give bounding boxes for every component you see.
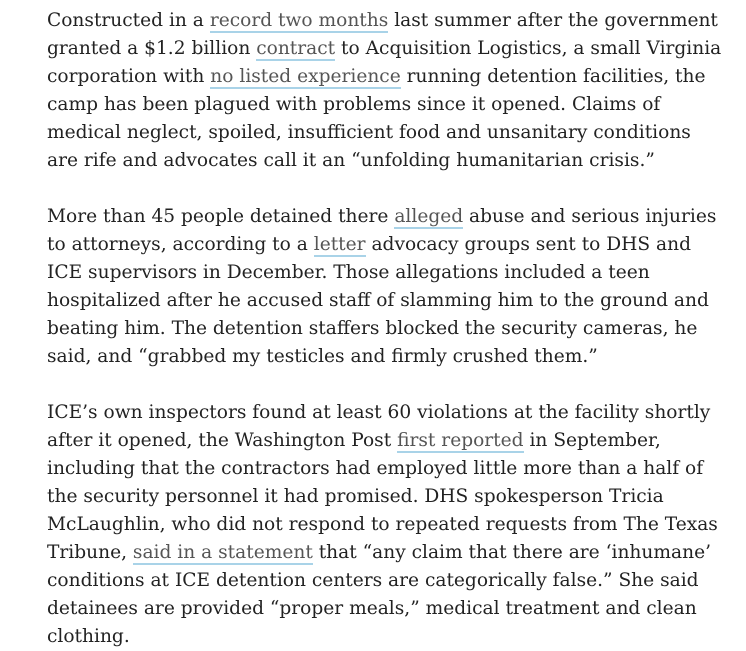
paragraph-1 [47, 7, 727, 175]
text-segment: in September, including that the contractors had employed little more than a half of the security personnel it had promised. DHS spokesperson Tricia McLaughlin, who did not respond to repeated requests from The Texas Tribune, [47, 430, 718, 563]
link-letter[interactable]: letter [313, 234, 366, 255]
text-segment: More than 45 people detained there [47, 206, 395, 227]
link-no-listed-experience[interactable]: no listed experience [210, 66, 401, 87]
text-segment: last summer after the government granted a $1.2 billion [47, 10, 718, 59]
link-said-in-a-statement[interactable]: said in a statement [132, 542, 313, 563]
article-body [47, 7, 727, 651]
text-segment: abuse and serious injuries to attorneys, according to a [47, 206, 717, 255]
text-segment: to Acquisition Logistics, a small Virginia corporation with [47, 38, 722, 87]
text-segment: ICE’s own inspectors found at least 60 violations at the facility shortly after it opened, the Washington Post [47, 402, 711, 451]
paragraph-2 [47, 203, 727, 371]
link-alleged[interactable]: alleged [394, 206, 464, 227]
text-segment: advocacy groups sent to DHS and ICE supervisors in December. Those allegations included a teen hospitalized after he accused staff of slamming him to the ground and beating him. The detention staffers blocked the security cameras, he said, and “grabbed my testicles and firmly crushed them.” [47, 234, 709, 367]
text-segment: running detention facilities, the camp has been plagued with problems since it opened. Claims of medical neglect, spoiled, insufficient food and unsanitary conditions are rife and advocates call it an “unfolding humanitarian crisis.” [47, 66, 706, 171]
link-record-two-months[interactable]: record two months [209, 10, 389, 31]
text-segment: Constructed in a [47, 10, 210, 31]
paragraph-3 [47, 399, 727, 651]
link-contract[interactable]: contract [256, 38, 336, 59]
text-segment: that “any claim that there are ‘inhumane’ conditions at ICE detention centers are categorically false.” She said detainees are provided “proper meals,” medical treatment and clean clothing. [47, 542, 711, 647]
link-first-reported[interactable]: first reported [397, 430, 524, 451]
